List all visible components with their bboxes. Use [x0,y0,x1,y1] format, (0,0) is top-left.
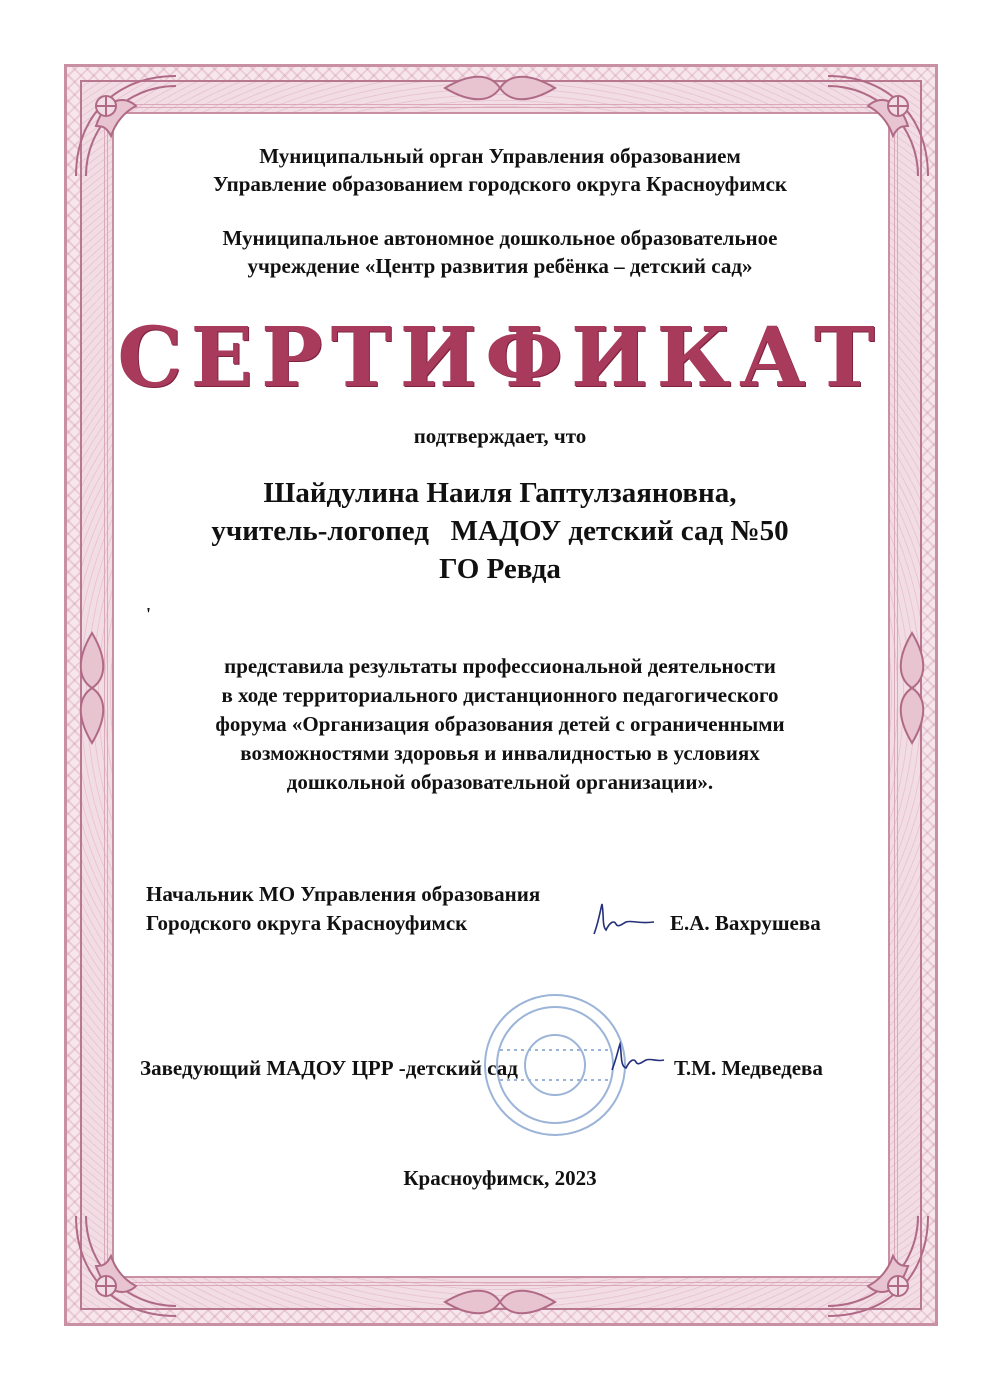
institution-line-1: Муниципальное автономное дошкольное образовательное [222,226,778,250]
signatory-1-title-line-2: Городского округа Красноуфимск [146,911,468,935]
bottom-ornament-icon [440,1282,560,1322]
certificate-body [0,652,1000,797]
institution-line-2: учреждение «Центр развития ребёнка – детский сад» [247,254,753,278]
body-line-1: представила результаты профессиональной деятельности [224,654,776,678]
recipient-block [0,474,1000,588]
recipient-location: ГО Ревда [439,553,561,585]
signatory-2-title: Заведующий МАДОУ ЦРР -детский сад [140,1056,518,1080]
corner-ornament-icon [66,1206,186,1326]
signatory-1-title [146,880,540,938]
place-and-year: Красноуфимск, 2023 [403,1166,597,1190]
recipient-position: учитель-логопед МАДОУ детский сад №50 [211,515,789,547]
issuer-line-2: Управление образованием городского округа Красноуфимск [212,172,788,196]
stray-mark: ' [146,604,152,624]
body-line-4: возможностями здоровья и инвалидностью в условиях [240,741,760,765]
corner-ornament-icon [818,1206,938,1326]
body-line-3: форума «Организация образования детей с ограниченными [215,712,785,736]
signatory-1-name: Е.А. Вахрушева [670,911,821,935]
body-line-5: дошкольной образовательной организации». [286,770,714,794]
signature-2-icon [606,1040,666,1080]
issuer-header [0,142,1000,198]
body-line-2: в ходе территориального дистанционного педагогического [221,683,779,707]
signatory-2-name: Т.М. Медведева [674,1056,823,1080]
signatory-1-title-line-1: Начальник МО Управления образования [146,882,541,906]
institution-header [0,224,1000,280]
top-ornament-icon [440,68,560,108]
certificate-title: СЕРТИФИКАТ [117,310,883,406]
signature-1-icon [588,894,658,942]
issuer-line-1: Муниципальный орган Управления образованием [259,144,741,168]
recipient-name: Шайдулина Наиля Гаптулзаяновна, [263,477,737,509]
confirm-text: подтверждает, что [413,424,587,448]
